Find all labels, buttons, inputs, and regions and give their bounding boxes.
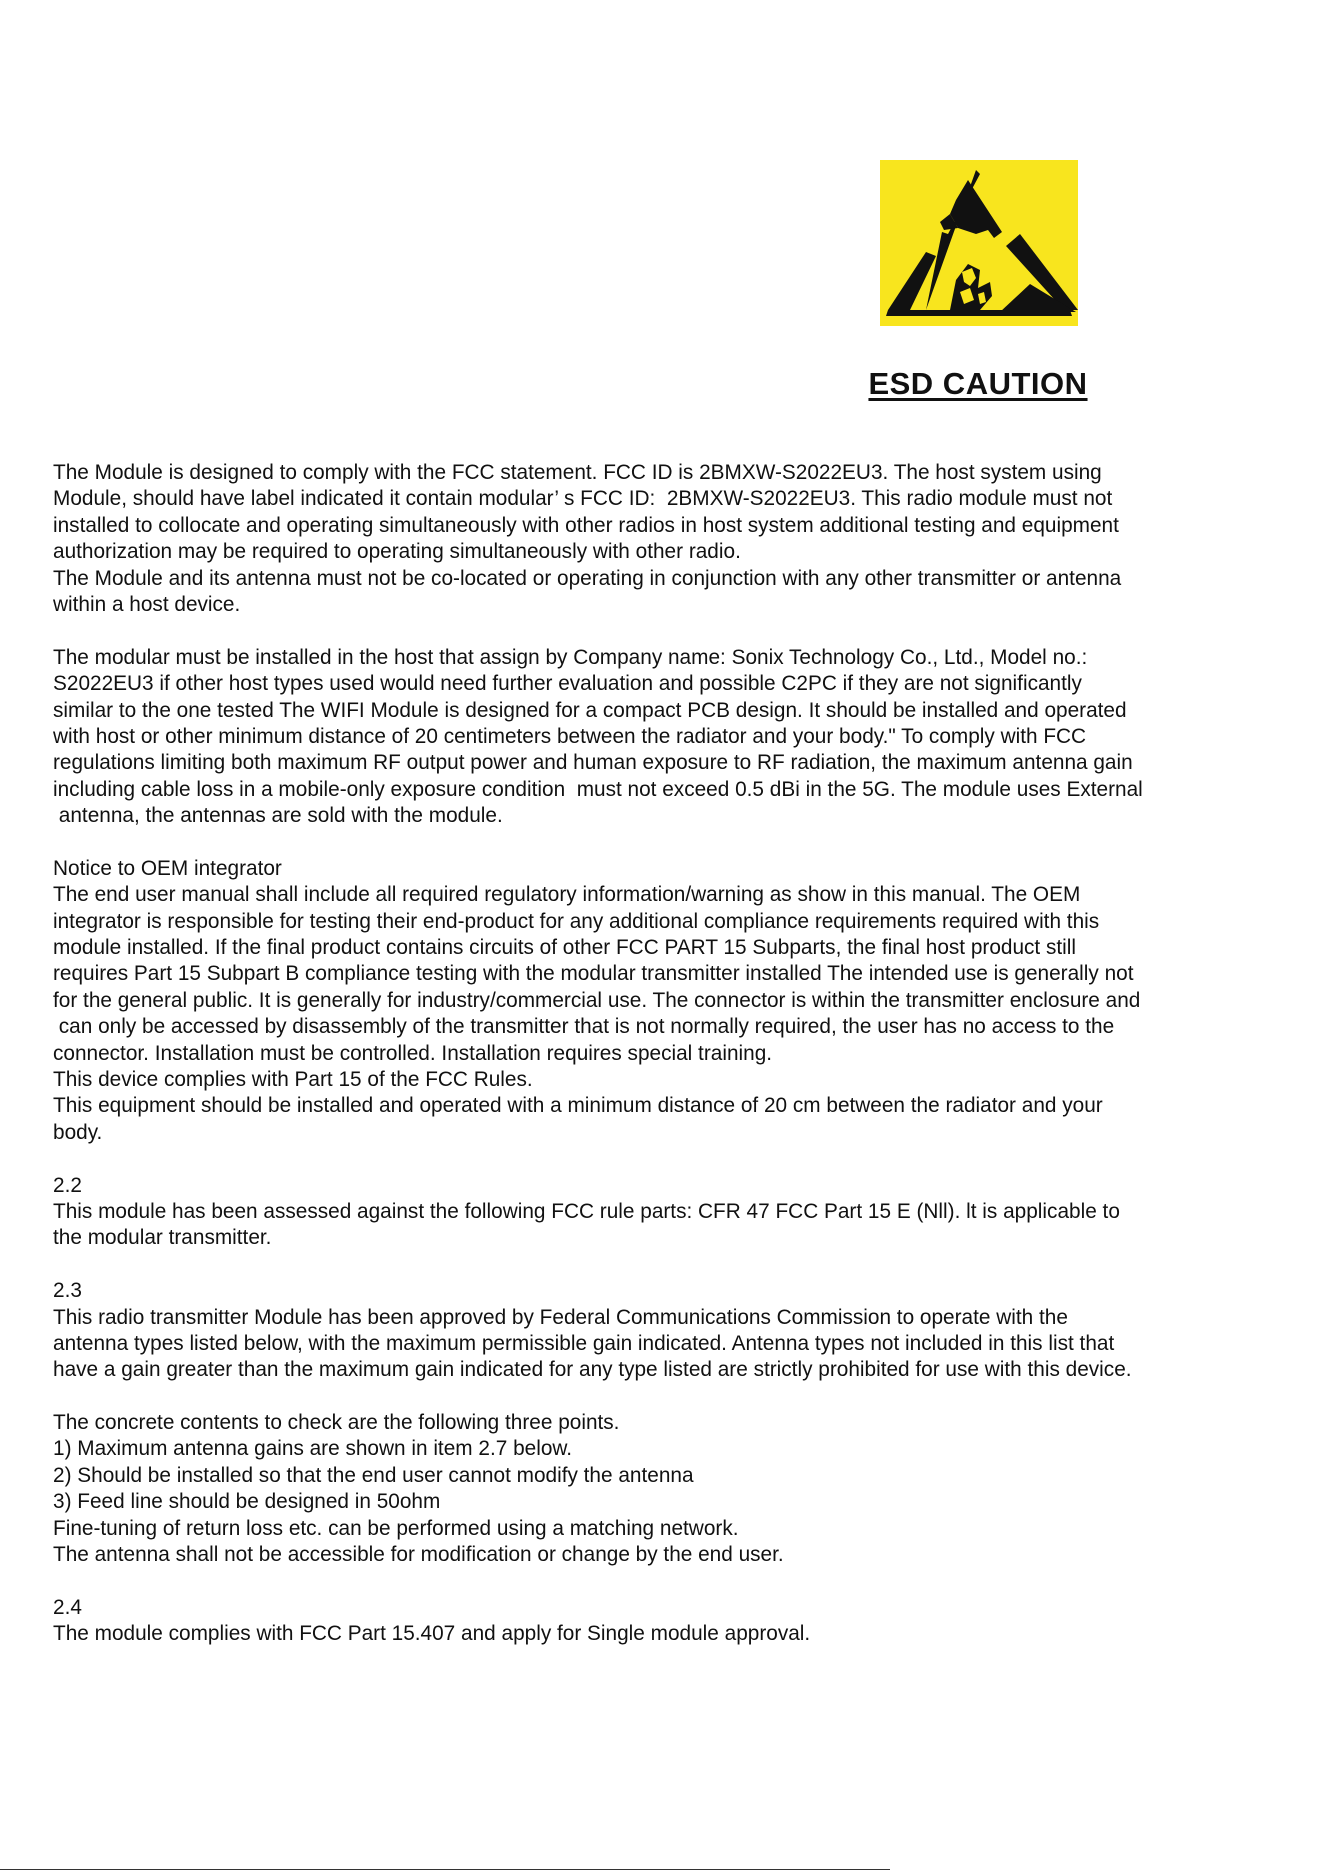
paragraph-gap: [53, 1146, 1283, 1172]
text-line: The module complies with FCC Part 15.407 and apply for Single module approval.: [53, 1622, 811, 1646]
text-line: 2.3: [53, 1279, 82, 1303]
text-line: antenna types listed below, with the maximum permissible gain indicated. Antenna types not included in this list that: [53, 1331, 1115, 1355]
paragraph-gap: [53, 1252, 1283, 1278]
text-line: S2022EU3 if other host types used would need further evaluation and possible C2PC if they are not significantly: [53, 672, 1082, 696]
text-line: module installed. If the final product contains circuits of other FCC PART 15 Subparts, the final host product still: [53, 936, 1077, 960]
text-line: Fine-tuning of return loss etc. can be performed using a matching network.: [53, 1516, 739, 1540]
paragraph: [53, 1410, 1283, 1568]
paragraph: [53, 1173, 1283, 1252]
text-line: 3) Feed line should be designed in 50ohm: [53, 1490, 441, 1514]
paragraph-gap: [53, 618, 1283, 644]
paragraph: [53, 856, 1283, 1146]
esd-caution-caption: ESD CAUTION: [868, 366, 1088, 401]
paragraph: [53, 1595, 1283, 1648]
text-line: 2.4: [53, 1595, 82, 1619]
text-line: Notice to OEM integrator: [53, 856, 282, 880]
text-line: the modular transmitter.: [53, 1226, 272, 1250]
text-line: 1) Maximum antenna gains are shown in item 2.7 below.: [53, 1437, 573, 1461]
text-line: Module, should have label indicated it contain modular’ s FCC ID: 2BMXW-S2022EU3. This radio module must not: [53, 487, 1113, 511]
text-line: The Module is designed to comply with the FCC statement. FCC ID is 2BMXW-S2022EU3. The host system using: [53, 461, 1102, 484]
text-line: can only be accessed by disassembly of the transmitter that is not normally required, the user has no access to the: [53, 1015, 1115, 1039]
text-line: integrator is responsible for testing their end-product for any additional compliance requirements required with this: [53, 909, 1100, 933]
text-line: have a gain greater than the maximum gain indicated for any type listed are strictly prohibited for use with this device.: [53, 1358, 1132, 1382]
text-line: similar to the one tested The WIFI Module is designed for a compact PCB design. It should be installed and operated: [53, 698, 1127, 722]
text-line: This equipment should be installed and operated with a minimum distance of 20 cm between the radiator and your: [53, 1094, 1103, 1118]
text-line: including cable loss in a mobile-only exposure condition must not exceed 0.5 dBi in the 5G. The module uses External: [53, 777, 1143, 801]
text-line: This module has been assessed against the following FCC rule parts: CFR 47 FCC Part 15 E (Nll). lt is applicable to: [53, 1199, 1120, 1223]
esd-warning-icon: [880, 160, 1078, 326]
footer-divider: [0, 1869, 890, 1870]
text-line: antenna, the antennas are sold with the module.: [53, 804, 503, 828]
text-line: body.: [53, 1120, 103, 1144]
text-line: The concrete contents to check are the following three points.: [53, 1411, 620, 1435]
text-line: authorization may be required to operating simultaneously with other radio.: [53, 540, 741, 564]
text-line: regulations limiting both maximum RF output power and human exposure to RF radiation, the maximum antenna gain: [53, 751, 1133, 775]
text-line: with host or other minimum distance of 20 centimeters between the radiator and your body." To comply with FCC: [53, 724, 1087, 748]
text-line: The modular must be installed in the host that assign by Company name: Sonix Technology Co., Ltd., Model no.:: [53, 645, 1088, 669]
text-line: The antenna shall not be accessible for modification or change by the end user.: [53, 1543, 784, 1567]
text-line: 2) Should be installed so that the end user cannot modify the antenna: [53, 1463, 694, 1487]
text-line: This device complies with Part 15 of the FCC Rules.: [53, 1067, 533, 1091]
text-line: The Module and its antenna must not be co-located or operating in conjunction with any other transmitter or antenna: [53, 566, 1122, 590]
paragraph: [53, 1278, 1283, 1384]
paragraph: [53, 645, 1283, 830]
document-body: [53, 460, 1283, 1648]
text-line: 2.2: [53, 1173, 82, 1197]
text-line: connector. Installation must be controlled. Installation requires special training.: [53, 1041, 773, 1065]
paragraph-gap: [53, 1568, 1283, 1594]
paragraph-gap: [53, 829, 1283, 855]
text-line: This radio transmitter Module has been approved by Federal Communications Commission to operate with the: [53, 1305, 1068, 1329]
text-line: The end user manual shall include all required regulatory information/warning as show in this manual. The OEM: [53, 883, 1081, 907]
text-line: for the general public. It is generally for industry/commercial use. The connector is within the transmitter enclosure and: [53, 988, 1141, 1012]
text-line: within a host device.: [53, 592, 241, 616]
paragraph-gap: [53, 1384, 1283, 1410]
text-line: requires Part 15 Subpart B compliance testing with the modular transmitter installed The intended use is generally not: [53, 962, 1134, 986]
paragraph: [53, 460, 1283, 618]
text-line: installed to collocate and operating simultaneously with other radios in host system additional testing and equipment: [53, 513, 1119, 537]
